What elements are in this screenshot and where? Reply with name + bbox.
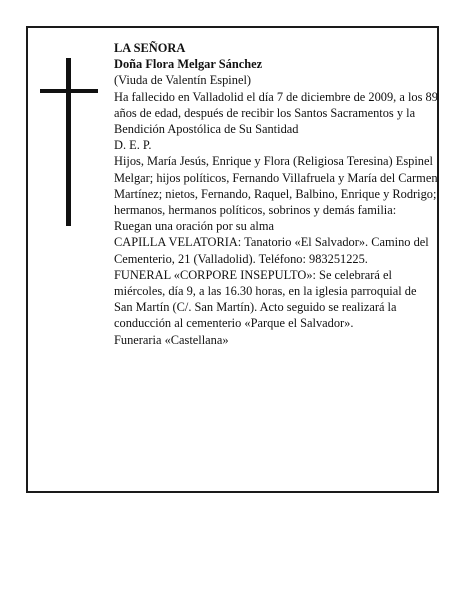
chapel-info: CAPILLA VELATORIA: Tanatorio «El Salvador». Camino del Cementerio, 21 (Valladolid). Teléfono: 983251225. xyxy=(114,235,429,266)
notice-heading: LA SEÑORA xyxy=(114,41,186,55)
family-list: Hijos, María Jesús, Enrique y Flora (Religiosa Teresina) Espinel Melgar; hijos políticos, Fernando Villafruela y María del Carmen Martínez; nietos, Fernando, Raquel, Balbino, Enrique y Rodrigo; hermanos, hermanos políticos, sobrinos y demás familia: xyxy=(114,154,438,218)
notice-text-block xyxy=(114,40,438,348)
cross-vertical-bar xyxy=(66,58,71,226)
obituary-notice xyxy=(26,26,439,493)
rest-in-peace: D. E. P. xyxy=(114,138,152,153)
cross-icon xyxy=(40,58,98,226)
funeral-home: Funeraria «Castellana» xyxy=(114,332,229,347)
funeral-info: FUNERAL «CORPORE INSEPULTO»: Se celebrará el miércoles, día 9, a las 16.30 horas, en la iglesia parroquial de San Martín (C/. San Martín). Acto seguido se realizará la conducción al cementerio «Parque el Salvador». xyxy=(114,267,417,331)
cross-horizontal-bar xyxy=(40,89,98,93)
widow-note: (Viuda de Valentín Espinel) xyxy=(114,73,252,88)
death-announcement: Ha fallecido en Valladolid el día 7 de diciembre de 2009, a los 89 años de edad, después de recibir los Santos Sacramentos y la Bendición Apostólica de Su Santidad xyxy=(114,89,438,137)
deceased-name: Doña Flora Melgar Sánchez xyxy=(114,57,263,72)
prayer-request: Ruegan una oración por su alma xyxy=(114,219,274,234)
